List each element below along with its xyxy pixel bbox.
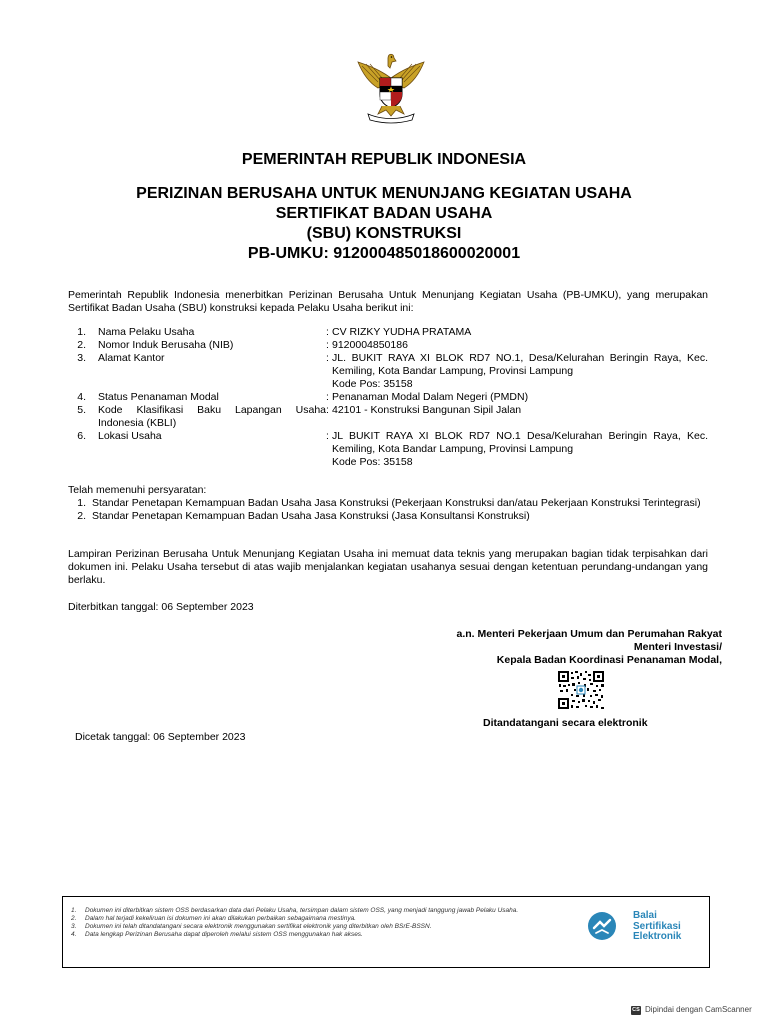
field-value-business-name: CV RIZKY YUDHA PRATAMA (332, 326, 472, 338)
camscanner-text: Dipindai dengan CamScanner (645, 1005, 752, 1014)
field-value-office-address: JL. BUKIT RAYA XI BLOK RD7 NO.1, Desa/Kelurahan Beringin Raya, Kec. Kemiling, Kota Bandar Lampung, Provinsi Lampung Kode Pos: 35158 (332, 352, 708, 390)
field-row-business-name (68, 326, 708, 339)
certificate-title: SERTIFIKAT BADAN USAHA (275, 205, 493, 222)
field-number: 5. (77, 404, 86, 416)
document-heading (0, 150, 768, 264)
garuda-pancasila-emblem (352, 48, 430, 126)
field-number: 3. (77, 352, 86, 364)
permit-title: PERIZINAN BERUSAHA UNTUK MENUNJANG KEGIATAN USAHA (136, 185, 632, 202)
bsre-logo-text: Balai Sertifikasi Elektronik (633, 910, 682, 942)
field-value-business-location: JL BUKIT RAYA XI BLOK RD7 NO.1 Desa/Kelurahan Beringin Raya, Kec. Kemiling, Kota Bandar Lampung, Provinsi Lampung Kode Pos: 35158 (332, 430, 708, 468)
field-number: 2. (77, 339, 86, 351)
requirement-item: 1. Standar Penetapan Kemampuan Badan Usaha Jasa Konstruksi (Pekerjaan Konstruksi dan/atau Pekerjaan Konstruksi Terintegrasi) (77, 497, 701, 509)
field-row-kbli (68, 404, 708, 430)
field-row-office-address (68, 352, 708, 391)
footer-notes (71, 907, 561, 939)
footer-note: 1. Dokumen ini diterbitkan sistem OSS berdasarkan data dari Pelaku Usaha, tersimpan dalam sistem OSS, yang menjadi tanggung jawab Pelaku Usaha. (71, 907, 519, 914)
field-number: 1. (77, 326, 86, 338)
pb-umku-number: PB-UMKU: 912000485018600020001 (247, 245, 521, 262)
field-colon: : (326, 339, 329, 351)
field-value-investment-status: Penanaman Modal Dalam Negeri (PMDN) (332, 391, 529, 403)
signer-block (400, 628, 722, 667)
field-colon: : (326, 391, 329, 403)
field-colon: : (326, 430, 329, 442)
field-row-investment-status (68, 391, 708, 404)
footer-note: 2. Dalam hal terjadi kekeliruan isi dokumen ini akan dilakukan perbaikan sebagaimana mestinya. (71, 915, 356, 922)
field-number: 6. (77, 430, 86, 442)
field-value-nib: 9120004850186 (332, 339, 408, 351)
field-colon: : (326, 326, 329, 338)
certificate-subtitle: (SBU) KONSTRUKSI (306, 225, 462, 242)
qr-code-icon (557, 670, 605, 710)
signer-line: a.n. Menteri Pekerjaan Umum dan Perumahan Rakyat (456, 628, 722, 640)
field-label: Alamat Kantor (98, 352, 165, 364)
camscanner-icon: CS (632, 1006, 640, 1013)
electronic-signature-note: Ditandatangani secara elektronik (483, 717, 648, 729)
camscanner-watermark (631, 1005, 752, 1015)
signer-line: Menteri Investasi/ (633, 641, 722, 653)
attachment-paragraph: Lampiran Perizinan Berusaha Untuk Menunjang Kegiatan Usaha ini memuat data teknis yang merupakan bagian tidak terpisahkan dari dokumen ini. Pelaku Usaha tersebut di atas wajib menjalankan kegiatan usahanya sesuai dengan ketentuan perundang-undangan yang berlaku. (68, 548, 708, 586)
field-label: Lokasi Usaha (98, 430, 162, 442)
footer-notes-box (62, 896, 710, 968)
field-label: Status Penanaman Modal (98, 391, 219, 403)
field-number: 4. (77, 391, 86, 403)
requirements-section (68, 484, 708, 523)
field-label: Nomor Induk Berusaha (NIB) (98, 339, 234, 351)
government-title: PEMERINTAH REPUBLIK INDONESIA (241, 151, 527, 168)
field-colon: : (326, 352, 329, 364)
field-row-business-location (68, 430, 708, 469)
field-label: Nama Pelaku Usaha (98, 326, 195, 338)
business-details (68, 326, 708, 469)
bsre-logo-icon (587, 911, 617, 941)
signer-line: Kepala Badan Koordinasi Penanaman Modal, (496, 654, 722, 666)
footer-note: 3. Dokumen ini telah ditandatangani secara elektronik menggunakan sertifikat elektronik yang diterbitkan oleh BSrE-BSSN. (71, 923, 432, 930)
requirement-item: 2. Standar Penetapan Kemampuan Badan Usaha Jasa Konstruksi (Jasa Konsultansi Konstruksi) (77, 510, 530, 522)
field-value-kbli: 42101 - Konstruksi Bangunan Sipil Jalan (332, 404, 522, 416)
requirements-heading: Telah memenuhi persyaratan: (68, 484, 207, 496)
field-label: Kode Klasifikasi Baku Lapangan Usaha Indonesia (KBLI) (98, 404, 326, 429)
issued-date: Diterbitkan tanggal: 06 September 2023 (68, 601, 254, 613)
footer-note: 4. Data lengkap Perizinan Berusaha dapat diperoleh melalui sistem OSS menggunakan hak akses. (71, 931, 363, 938)
field-row-nib (68, 339, 708, 352)
printed-date: Dicetak tanggal: 06 September 2023 (75, 731, 246, 743)
field-colon: : (326, 404, 329, 416)
intro-paragraph: Pemerintah Republik Indonesia menerbitkan Perizinan Berusaha Untuk Menunjang Kegiatan Usaha (PB-UMKU), yang merupakan Sertifikat Badan Usaha (SBU) konstruksi kepada Pelaku Usaha berikut ini: (68, 289, 708, 314)
